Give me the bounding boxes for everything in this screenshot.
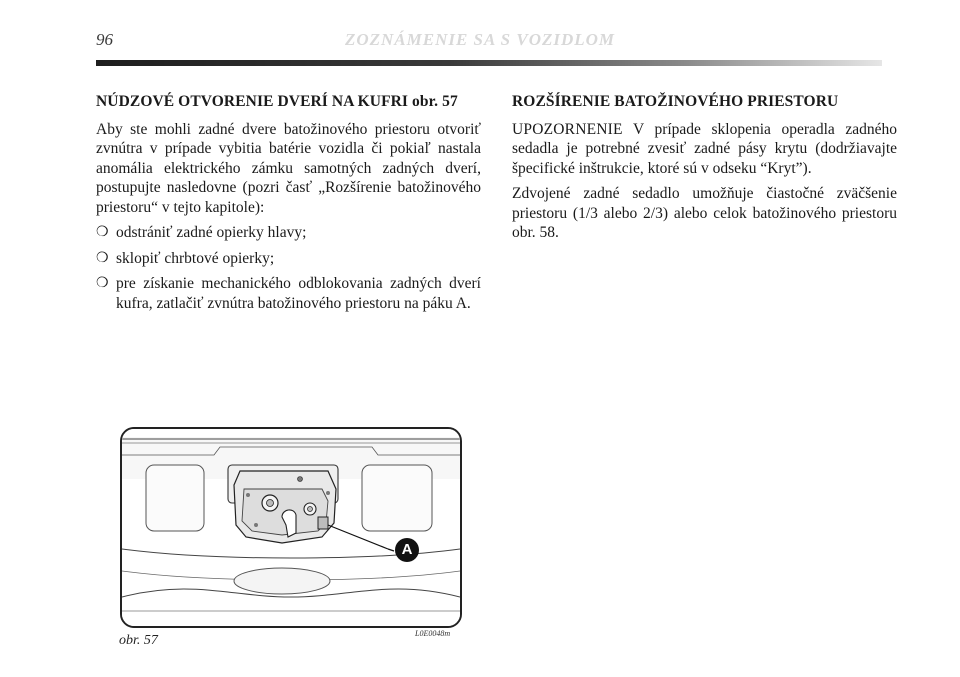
list-item: [96, 249, 481, 269]
section-heading-luggage-expansion: ROZŠÍRENIE BATOŽINOVÉHO PRIESTORU: [512, 93, 839, 110]
figure-code: L0E0048m: [415, 629, 451, 638]
circle-bullet-icon: ❍: [96, 225, 109, 240]
list-item-text: pre získanie mechanického odblokovania zadných dverí kufra, zatlačiť zvnútra batožinového priestoru na páku A.: [116, 275, 481, 312]
circle-bullet-icon: ❍: [96, 276, 109, 291]
list-item-text: sklopiť chrbtové opierky;: [116, 249, 275, 267]
steps-list: [96, 223, 481, 313]
left-column: [96, 92, 481, 319]
trunk-lock-illustration: [122, 429, 460, 626]
callout-a-badge: [395, 538, 419, 562]
figure-trunk-lock: [120, 427, 462, 628]
header-rule: [96, 60, 882, 66]
section-heading-emergency-opening: NÚDZOVÉ OTVORENIE DVERÍ NA KUFRI obr. 57: [96, 93, 458, 110]
intro-paragraph: Aby ste mohli zadné dvere batožinového priestoru otvoriť zvnútra v prípade vybitia batérie vozidla či pokiaľ nastala anomália elektrického zámku samotných zadných dverí, postupujte nasledovne (pozri časť „Rozšírenie batožinového priestoru“ v tejto kapitole):: [96, 120, 481, 216]
callout-a-label: A: [401, 541, 413, 558]
warning-text: V prípade sklopenia operadla zadného sedadla je potrebné zvesiť zadné pásy krytu (dodržiavajte špecifické inštrukcie, ktoré sú v odseku “Kryt”).: [512, 120, 897, 177]
warning-paragraph: [512, 120, 897, 179]
list-item-text: odstrániť zadné opierky hlavy;: [116, 224, 307, 241]
figure-caption: obr. 57: [119, 633, 158, 648]
page-number: 96: [96, 30, 113, 49]
list-item: [96, 223, 481, 243]
list-item: [96, 274, 481, 313]
running-title: ZOZNÁMENIE SA S VOZIDLOM: [344, 30, 616, 49]
right-column: [512, 92, 897, 249]
warning-label: UPOZORNENIE: [512, 120, 623, 138]
circle-bullet-icon: ❍: [96, 250, 109, 266]
seat-paragraph: Zdvojené zadné sedadlo umožňuje čiastočné zväčšenie priestoru (1/3 alebo 2/3) alebo celok batožinového priestoru obr. 58.: [512, 185, 897, 241]
